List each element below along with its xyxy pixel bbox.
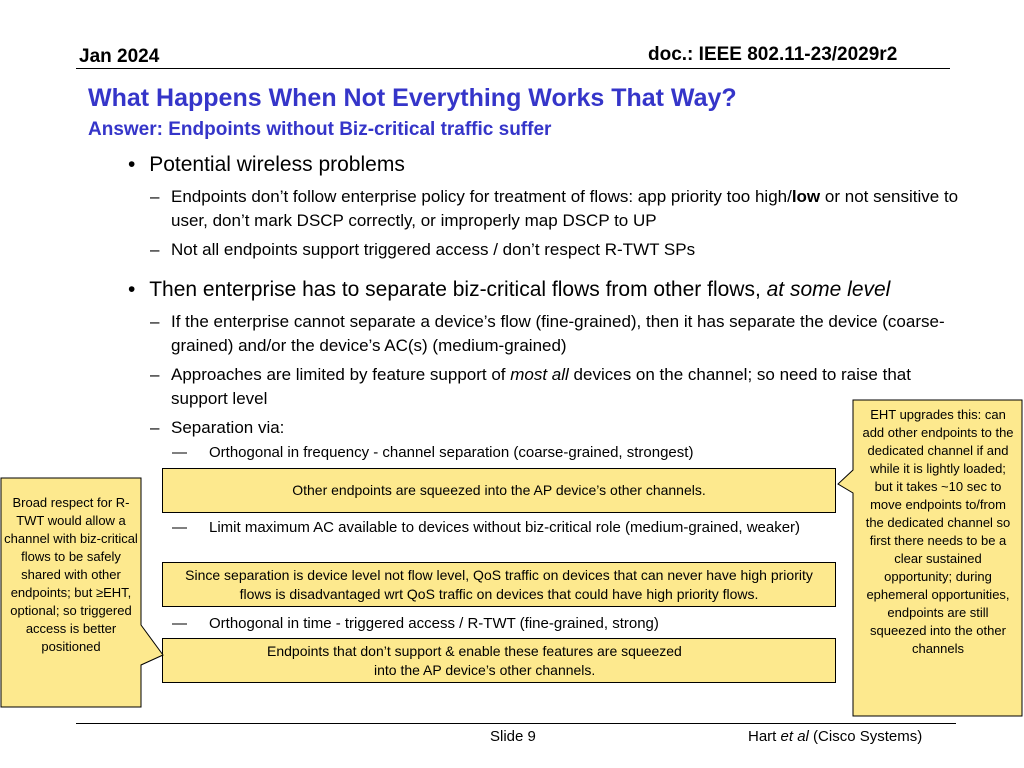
right-callout-text: EHT upgrades this: can add other endpoints to the dedicated channel if and while it is lightly loaded; but it takes ~10 sec to move endpoints to/from the dedicated channel so first there needs to be a clear sustained opportunity; during ephemeral opportunities, endpoints are still squeezed into the other channels [862,407,1014,656]
bullet-dot: • [128,278,136,301]
header-date: Jan 2024 [79,46,160,67]
bullet-potential-problems: • Potential wireless problems [128,153,405,176]
bullet-separate-flows: • Then enterprise has to separate biz-critical flows from other flows, at some level [128,278,891,301]
left-callout-text: Broad respect for R-TWT would allow a channel with biz-critical flows to be safely shared with other endpoints; but ≥EHT, optional; so triggered access is better positioned [4,495,138,654]
subbullet-separation-via: – Separation via: [150,416,550,440]
note-box-unsupported-endpoints: Endpoints that don’t support & enable these features are squeezed into the AP device’s other channels. [162,638,836,683]
separation-time: — Orthogonal in time - triggered access / R-TWT (fine-grained, strong) [172,615,659,632]
subbullet-device-separation: – If the enterprise cannot separate a device’s flow (fine-grained), then it has separate the device (coarse-grained) and/or the device’s AC(s) (medium-grained) [150,312,945,355]
dash-mark: – [150,365,160,384]
note-box-qos-disadvantage: Since separation is device level not flow level, QoS traffic on devices that can never have high priority flows is disadvantaged wrt QoS traffic on devices that could have high priority flows. [162,562,836,607]
separation-max-ac: — Limit maximum AC available to devices without biz-critical role (medium-grained, weaker) [172,519,801,536]
footer-divider [76,723,956,724]
footer-author: Hart et al (Cisco Systems) [748,728,923,745]
separation-frequency: — Orthogonal in frequency - channel separation (coarse-grained, strongest) [172,444,694,461]
slide-title: What Happens When Not Everything Works That Way? [88,84,737,112]
subbullet-triggered-access: – Not all endpoints support triggered access / don’t respect R-TWT SPs [150,238,960,262]
dash-mark: – [150,240,160,259]
emdash-mark: — [172,615,187,632]
emdash-mark: — [172,519,187,536]
note-box-other-channels: Other endpoints are squeezed into the AP device’s other channels. [162,468,836,513]
subbullet-feature-support: – Approaches are limited by feature support of most all devices on the channel; so need to raise that support level [150,365,911,408]
slide-number: Slide 9 [490,728,536,745]
dash-mark: – [150,312,160,331]
bullet-dot: • [128,153,136,176]
slide-subtitle: Answer: Endpoints without Biz-critical traffic suffer [88,119,552,140]
emdash-mark: — [172,444,187,461]
subbullet-enterprise-policy: – Endpoints don’t follow enterprise policy for treatment of flows: app priority too high/low or not sensitive to user, don’t mark DSCP correctly, or improperly map DSCP to UP [150,187,959,230]
header-doc-id: doc.: IEEE 802.11-23/2029r2 [648,44,898,65]
dash-mark: – [150,418,160,437]
dash-mark: – [150,187,160,206]
